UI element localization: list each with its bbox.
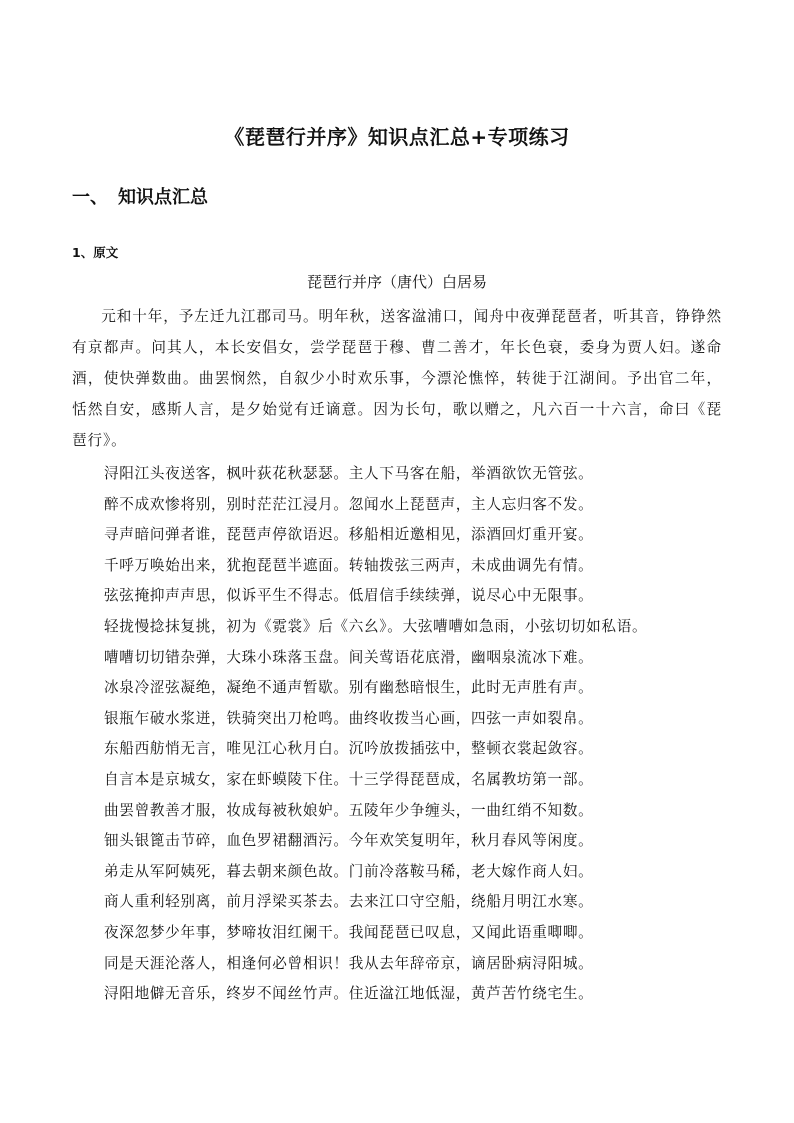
verse-line: 钿头银篦击节碎，血色罗裙翻酒污。今年欢笑复明年，秋月春风等闲度。 <box>104 832 594 850</box>
verse-line: 曲罢曾教善才服，妆成每被秋娘妒。五陵年少争缠头，一曲红绡不知数。 <box>104 801 594 819</box>
poem-preface: 元和十年，予左迁九江郡司马。明年秋，送客湓浦口，闻舟中夜弹琵琶者，听其音，铮铮然有京都声。问其人，本长安倡女，尝学琵琶于穆、曹二善才，年长色衰，委身为贾人妇。遂命酒，使快弹数曲。曲罢悯然，自叙少小时欢乐事，今漂沦憔悴，转徙于江湖间。予出官二年，恬然自安，感斯人言，是夕始觉有迁谪意。因为长句，歌以赠之，凡六百一十六言，命曰《琵琶行》。 <box>72 308 722 449</box>
verse-line: 嘈嘈切切错杂弹，大珠小珠落玉盘。间关莺语花底滑，幽咽泉流冰下难。 <box>104 648 594 666</box>
subheading-original-text: 1、原文 <box>72 245 119 260</box>
poem-verses <box>104 459 724 1010</box>
verse-line: 浔阳地僻无音乐，终岁不闻丝竹声。住近湓江地低湿，黄芦苦竹绕宅生。 <box>104 985 594 1003</box>
verse-line: 弟走从军阿姨死，暮去朝来颜色故。门前冷落鞍马稀，老大嫁作商人妇。 <box>104 862 594 880</box>
section-number: 一、 <box>72 187 108 208</box>
verse-line: 轻拢慢捻抹复挑，初为《霓裳》后《六幺》。大弦嘈嘈如急雨，小弦切切如私语。 <box>104 617 648 635</box>
verse-line: 东船西舫悄无言，唯见江心秋月白。沉吟放拨插弦中，整顿衣裳起敛容。 <box>104 740 594 758</box>
verse-line: 千呼万唤始出来，犹抱琵琶半遮面。转轴拨弦三两声，未成曲调先有情。 <box>104 556 594 574</box>
poem-title: 琵琶行并序（唐代）白居易 <box>306 273 487 291</box>
verse-line: 醉不成欢惨将别，别时茫茫江浸月。忽闻水上琵琶声，主人忘归客不发。 <box>104 495 594 513</box>
section-heading <box>72 183 208 209</box>
verse-line: 银瓶乍破水浆迸，铁骑突出刀枪鸣。曲终收拨当心画，四弦一声如裂帛。 <box>104 709 594 727</box>
document-title: 《琵琶行并序》知识点汇总+专项练习 <box>224 125 570 149</box>
verse-line: 浔阳江头夜送客，枫叶荻花秋瑟瑟。主人下马客在船，举酒欲饮无管弦。 <box>104 465 594 482</box>
verse-line: 自言本是京城女，家在虾蟆陵下住。十三学得琵琶成，名属教坊第一部。 <box>104 770 594 788</box>
verse-line: 寻声暗问弹者谁，琵琶声停欲语迟。移船相近邀相见，添酒回灯重开宴。 <box>104 526 594 544</box>
verse-line: 同是天涯沦落人，相逢何必曾相识！我从去年辞帝京，谪居卧病浔阳城。 <box>104 954 594 972</box>
verse-line: 冰泉冷涩弦凝绝，凝绝不通声暂歇。别有幽愁暗恨生，此时无声胜有声。 <box>104 679 594 697</box>
section-label: 知识点汇总 <box>118 187 208 208</box>
verse-line: 弦弦掩抑声声思，似诉平生不得志。低眉信手续续弹，说尽心中无限事。 <box>104 587 594 605</box>
verse-line: 商人重利轻别离，前月浮梁买茶去。去来江口守空船，绕船月明江水寒。 <box>104 893 594 911</box>
verse-line: 夜深忽梦少年事，梦啼妆泪红阑干。我闻琵琶已叹息，又闻此语重唧唧。 <box>104 923 594 941</box>
